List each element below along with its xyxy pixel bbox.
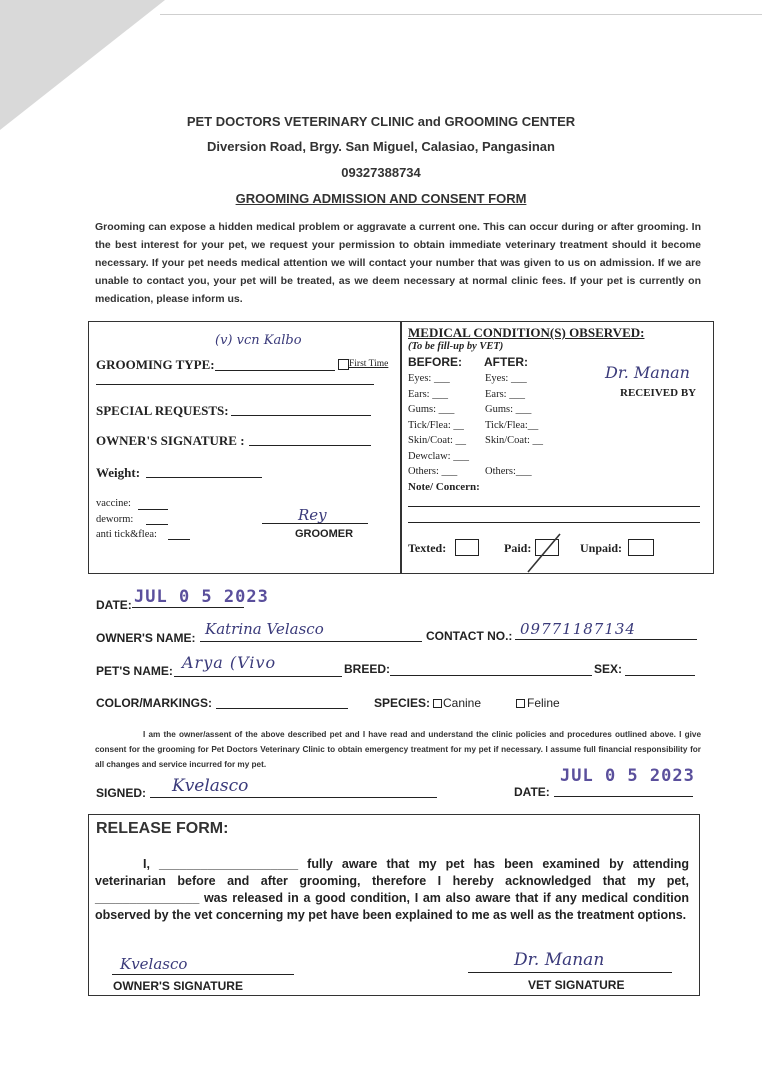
vaccine-label: vaccine:	[96, 498, 131, 509]
clinic-address: Diversion Road, Brgy. San Miguel, Calasiao, Pangasinan	[207, 139, 555, 154]
pet-name-handwritten: Arya (Vivo	[182, 653, 277, 672]
medical-subtitle: (To be fill-up by VET)	[408, 341, 504, 352]
grooming-type-line-2	[96, 384, 374, 385]
before-ears: Ears: ___	[408, 389, 448, 400]
contact-label: CONTACT NO.:	[426, 629, 513, 643]
release-vet-label: VET SIGNATURE	[528, 978, 625, 992]
feline-checkbox[interactable]	[516, 699, 525, 708]
after-eyes: Eyes: ___	[485, 373, 527, 384]
medical-title: MEDICAL CONDITION(S) OBSERVED:	[408, 325, 645, 340]
contact-line	[515, 639, 697, 640]
owner-name-handwritten: Katrina Velasco	[205, 620, 324, 638]
release-owner-line	[112, 974, 294, 975]
first-time-label: First Time	[349, 359, 389, 369]
before-others: Others: ___	[408, 466, 458, 477]
after-ears: Ears: ___	[485, 389, 525, 400]
after-tick-flea: Tick/Flea:__	[485, 420, 539, 431]
canine-label: Canine	[443, 696, 482, 710]
special-requests-label: SPECIAL REQUESTS:	[96, 403, 229, 418]
clinic-phone: 09327388734	[341, 165, 421, 180]
pet-name-label: PET'S NAME:	[96, 664, 173, 678]
paid-label: Paid:	[504, 541, 532, 555]
release-owner-signature: Kvelasco	[120, 955, 188, 973]
signed-date-label: DATE:	[514, 785, 550, 799]
pet-name-line	[174, 676, 342, 677]
page-fold-corner	[0, 0, 165, 130]
paid-check-mark-icon	[524, 528, 564, 574]
after-others: Others:___	[485, 466, 532, 477]
signed-date-line	[554, 796, 693, 797]
signed-signature: Kvelasco	[172, 776, 249, 796]
release-vet-signature: Dr. Manan	[514, 950, 605, 970]
grooming-type-handwritten: (v) vcn Kalbo	[215, 333, 302, 348]
before-tick-flea: Tick/Flea: __	[408, 420, 464, 431]
unpaid-label: Unpaid:	[580, 541, 623, 555]
release-title: RELEASE FORM:	[96, 820, 229, 837]
note-line-2	[408, 522, 700, 523]
groomer-label: GROOMER	[295, 528, 354, 540]
weight-label: Weight:	[96, 465, 141, 480]
contact-handwritten: 09771187134	[520, 620, 636, 638]
before-skin-coat: Skin/Coat: __	[408, 435, 467, 446]
note-line-1	[408, 506, 700, 507]
signed-label: SIGNED:	[96, 786, 147, 800]
after-gums: Gums: ___	[485, 404, 532, 415]
first-time-checkbox[interactable]	[338, 359, 349, 370]
release-owner-label: OWNER'S SIGNATURE	[113, 979, 243, 993]
grooming-type-line	[215, 370, 335, 371]
species-label: SPECIES:	[374, 696, 431, 710]
texted-label: Texted:	[408, 541, 447, 555]
box-divider	[400, 321, 402, 574]
date-line	[132, 607, 244, 608]
before-label: BEFORE:	[408, 355, 462, 369]
breed-line	[390, 675, 592, 676]
received-by-label: RECEIVED BY	[620, 387, 697, 399]
note-concern-label: Note/ Concern:	[408, 481, 480, 493]
before-gums: Gums: ___	[408, 404, 455, 415]
owner-name-line	[200, 641, 422, 642]
color-markings-label: COLOR/MARKINGS:	[96, 696, 212, 710]
color-markings-line	[216, 708, 348, 709]
sex-line	[625, 675, 695, 676]
consent-paragraph: I am the owner/assent of the above described pet and I have read and understand the clinic policies and procedures outlined above. I give consent for the grooming for Pet Doctors Veterinary Clinic to obtain emergency treatment for my pet if necessary. I assume full financial responsibility for all changes and service incurred for my pet.	[95, 730, 701, 769]
intro-paragraph: Grooming can expose a hidden medical problem or aggravate a current one. This can occur during or after grooming. In the best interest for your pet, we request your permission to obtain immediate veterinary treatment should it become necessary. If your pet needs medical attention we will contact your number that was given to us on admission. If we are unable to contact you, your pet will be treated, as we deem necessary at normal clinic fees. If your pet is currently on medication, please inform us.	[95, 221, 701, 305]
owner-signature-line	[249, 445, 371, 446]
after-skin-coat: Skin/Coat: __	[485, 435, 544, 446]
groomer-line	[262, 523, 368, 524]
weight-line	[146, 477, 262, 478]
date-label: DATE:	[96, 598, 132, 612]
date-stamp: JUL 0 5 2023	[134, 587, 269, 607]
owner-signature-label: OWNER'S SIGNATURE :	[96, 433, 245, 448]
anti-tick-line	[168, 539, 190, 540]
signed-date-stamp: JUL 0 5 2023	[560, 766, 695, 786]
form-title: GROOMING ADMISSION AND CONSENT FORM	[235, 191, 527, 206]
received-by-signature: Dr. Manan	[605, 363, 690, 382]
unpaid-checkbox[interactable]	[628, 539, 654, 556]
after-label: AFTER:	[484, 355, 528, 369]
release-vet-line	[468, 972, 672, 973]
signed-line	[150, 797, 437, 798]
canine-checkbox[interactable]	[433, 699, 442, 708]
texted-checkbox[interactable]	[455, 539, 479, 556]
page-top-edge	[160, 14, 762, 15]
before-dewclaw: Dewclaw: ___	[408, 451, 469, 462]
sex-label: SEX:	[594, 662, 623, 676]
feline-label: Feline	[527, 696, 560, 710]
release-paragraph: I, ____________________ fully aware that my pet has been examined by attending veterinarian before and after grooming, therefore I hereby acknowledged that my pet, _______________ was released in a good condition, I am also aware that if any medical condition observed by the vet concerning my pet have been explained to me as well as the treatment options.	[95, 857, 689, 922]
deworm-line	[146, 524, 168, 525]
special-requests-line	[231, 415, 371, 416]
groomer-signature: Rey	[298, 506, 327, 524]
owner-name-label: OWNER'S NAME:	[96, 631, 196, 645]
grooming-type-label: GROOMING TYPE:	[96, 357, 215, 372]
breed-label: BREED:	[344, 662, 391, 676]
deworm-label: deworm:	[96, 514, 134, 525]
before-eyes: Eyes: ___	[408, 373, 450, 384]
vaccine-line	[138, 509, 168, 510]
anti-tick-label: anti tick&flea:	[96, 529, 157, 540]
clinic-name: PET DOCTORS VETERINARY CLINIC and GROOMING CENTER	[186, 114, 576, 129]
